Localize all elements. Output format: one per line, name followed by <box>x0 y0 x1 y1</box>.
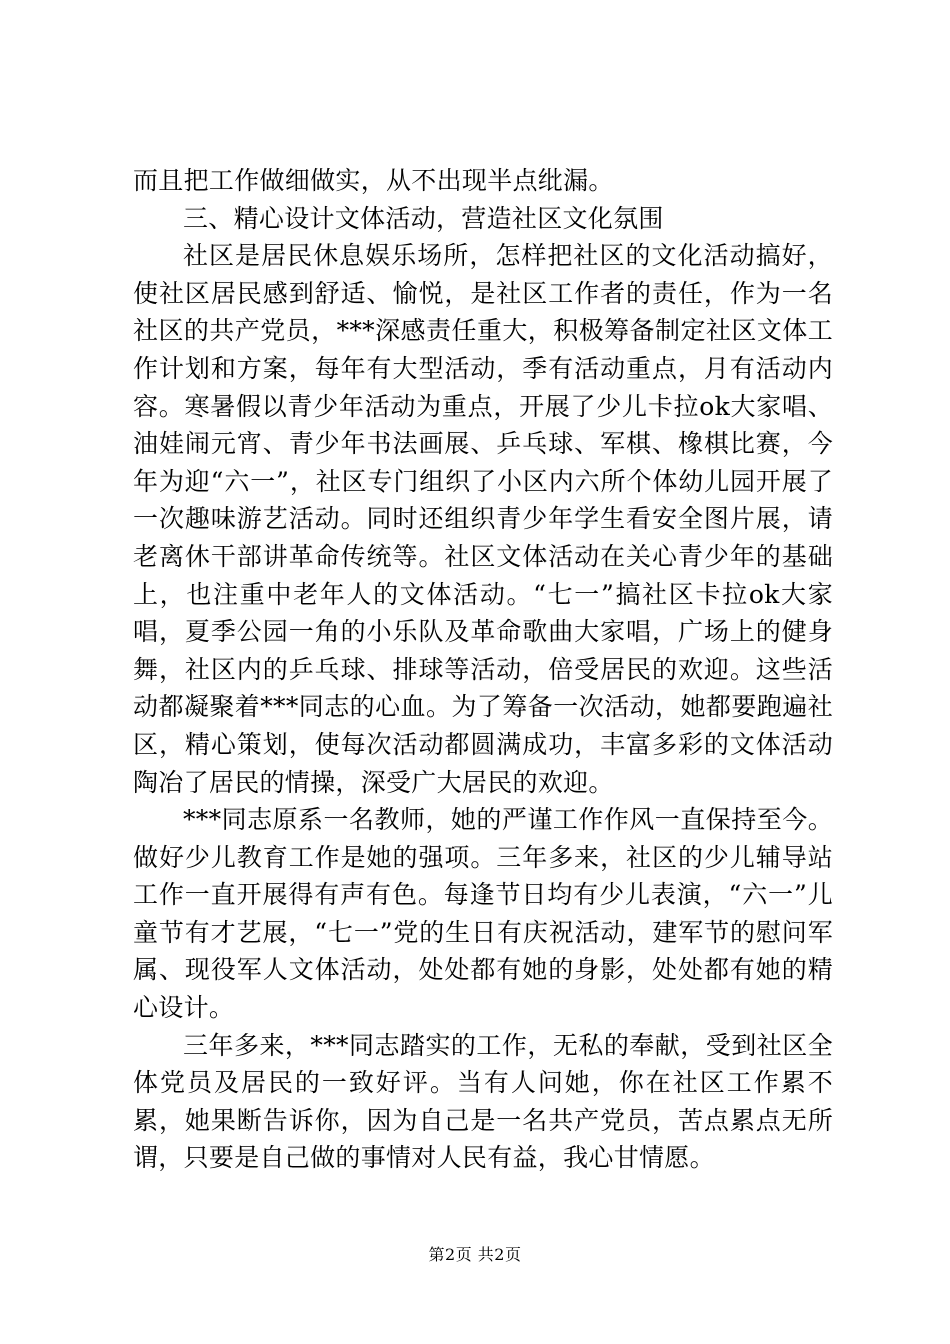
section-heading: 三、精心设计文体活动，营造社区文化氛围 <box>183 203 664 233</box>
page-footer: 第2页 共2页 <box>428 1245 522 1264</box>
paragraph-continuation: 而且把工作做细做实，从不出现半点纰漏。 <box>133 166 614 195</box>
paragraph: 三年多来，***同志踏实的工作，无私的奉献，受到社区全体党员及居民的一致好评。当有人问她，你在社区工作累不累，她果断告诉你，因为自己是一名共产党员，苦点累点无所谓，只要是自己做的事情对人民有益，我心甘情愿。 <box>133 1030 833 1173</box>
paragraph: ***同志原系一名教师，她的严谨工作作风一直保持至今。做好少儿教育工作是她的强项。三年多来，社区的少儿辅导站工作一直开展得有声有色。每逢节日均有少儿表演，“六一”儿童节有才艺展，“七一”党的生日有庆祝活动，建军节的慰问军属、现役军人文体活动，处处都有她的身影，处处都有她的精心设计。 <box>133 805 833 1023</box>
paragraph: 社区是居民休息娱乐场所，怎样把社区的文化活动搞好，使社区居民感到舒适、愉悦，是社区工作者的责任，作为一名社区的共产党员，***深感责任重大，积极筹备制定社区文体工作计划和方案，每年有大型活动，季有活动重点，月有活动内容。寒暑假以青少年活动为重点，开展了少儿卡拉ok大家唱、油娃闹元宵、青少年书法画展、乒乓球、军棋、橡棋比赛，今年为迎“六一”，社区专门组织了小区内六所个体幼儿园开展了一次趣味游艺活动。同时还组织青少年学生看安全图片展，请老离休干部讲革命传统等。社区文体活动在关心青少年的基础上，也注重中老年人的文体活动。“七一”搞社区卡拉ok大家唱，夏季公园一角的小乐队及革命歌曲大家唱，广场上的健身舞，社区内的乒乓球、排球等活动，倍受居民的欢迎。这些活动都凝聚着***同志的心血。为了筹备一次活动，她都要跑遍社区，精心策划，使每次活动都圆满成功，丰富多彩的文体活动陶冶了居民的情操，深受广大居民的欢迎。 <box>133 241 833 797</box>
document-body <box>133 162 833 1177</box>
